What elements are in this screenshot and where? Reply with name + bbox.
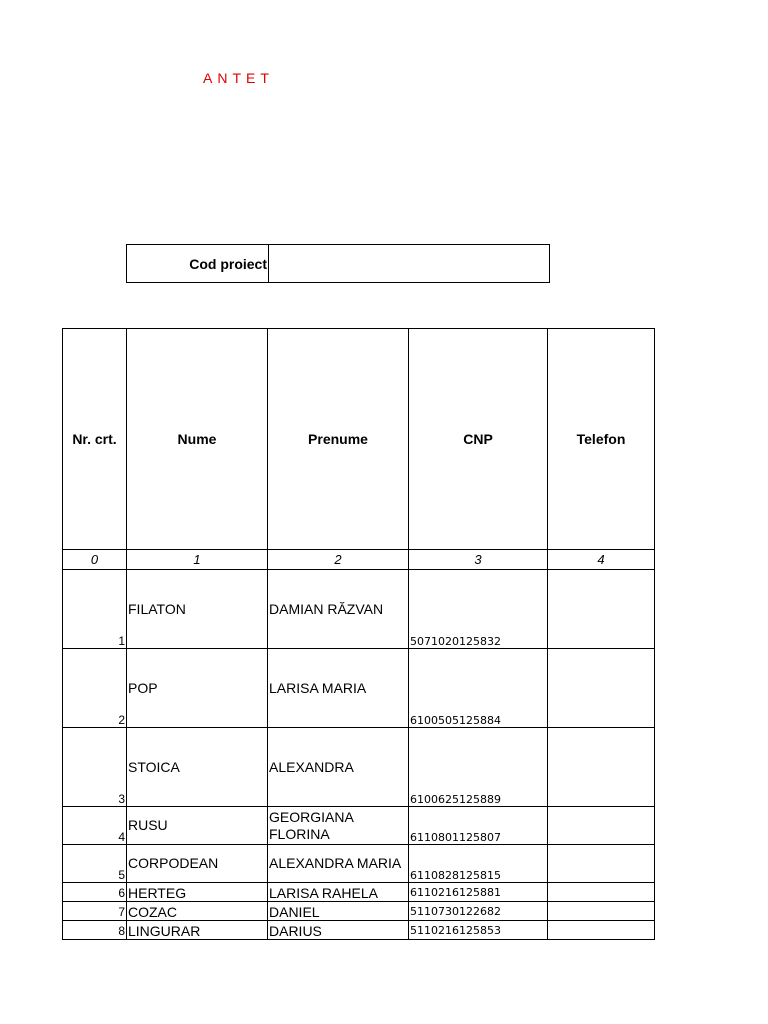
cnp-cell: 5071020125832 — [409, 570, 548, 649]
cnp-cell: 6110801125807 — [409, 807, 548, 845]
antet-heading: ANTET — [203, 70, 274, 86]
nume-cell: CORPODEAN — [127, 845, 268, 883]
index-cell: 0 — [63, 550, 127, 570]
nume-cell: HERTEG — [127, 883, 268, 902]
table-row — [63, 883, 655, 902]
header-row — [63, 329, 655, 550]
index-cell: 4 — [548, 550, 655, 570]
nr-cell: 4 — [63, 807, 127, 845]
table-row — [63, 845, 655, 883]
telefon-cell[interactable] — [548, 883, 655, 902]
cnp-cell: 6110828125815 — [409, 845, 548, 883]
nr-cell: 1 — [63, 570, 127, 649]
table-row — [63, 807, 655, 845]
prenume-cell: LARISA MARIA — [268, 649, 409, 728]
telefon-cell[interactable] — [548, 921, 655, 940]
telefon-cell[interactable] — [548, 845, 655, 883]
nr-cell: 5 — [63, 845, 127, 883]
cnp-cell: 6100625125889 — [409, 728, 548, 807]
telefon-cell[interactable] — [548, 807, 655, 845]
header-cnp: CNP — [409, 329, 548, 550]
nr-cell: 2 — [63, 649, 127, 728]
nume-cell: STOICA — [127, 728, 268, 807]
cod-proiect-table — [126, 244, 550, 283]
table-row — [63, 728, 655, 807]
nr-cell: 3 — [63, 728, 127, 807]
prenume-cell: ALEXANDRA MARIA — [268, 845, 409, 883]
index-cell: 3 — [409, 550, 548, 570]
table-row — [63, 921, 655, 940]
cnp-cell: 5110216125853 — [409, 921, 548, 940]
nume-cell: COZAC — [127, 902, 268, 921]
header-telefon: Telefon — [548, 329, 655, 550]
index-cell: 2 — [268, 550, 409, 570]
cod-proiect-value[interactable] — [269, 245, 550, 283]
participants-table — [62, 328, 655, 940]
index-row — [63, 550, 655, 570]
cnp-cell: 6100505125884 — [409, 649, 548, 728]
cod-proiect-label: Cod proiect — [127, 245, 269, 283]
telefon-cell[interactable] — [548, 902, 655, 921]
nume-cell: RUSU — [127, 807, 268, 845]
header-prenume: Prenume — [268, 329, 409, 550]
header-nume: Nume — [127, 329, 268, 550]
nume-cell: POP — [127, 649, 268, 728]
prenume-cell: DAMIAN RĂZVAN — [268, 570, 409, 649]
nr-cell: 8 — [63, 921, 127, 940]
prenume-cell: GEORGIANA FLORINA — [268, 807, 409, 845]
telefon-cell[interactable] — [548, 570, 655, 649]
telefon-cell[interactable] — [548, 649, 655, 728]
header-nr-crt: Nr. crt. — [63, 329, 127, 550]
prenume-cell: DANIEL — [268, 902, 409, 921]
nume-cell: LINGURAR — [127, 921, 268, 940]
table-row — [63, 902, 655, 921]
nr-cell: 6 — [63, 883, 127, 902]
cnp-cell: 5110730122682 — [409, 902, 548, 921]
table-row — [63, 649, 655, 728]
prenume-cell: ALEXANDRA — [268, 728, 409, 807]
telefon-cell[interactable] — [548, 728, 655, 807]
index-cell: 1 — [127, 550, 268, 570]
nr-cell: 7 — [63, 902, 127, 921]
prenume-cell: LARISA RAHELA — [268, 883, 409, 902]
table-row — [63, 570, 655, 649]
cnp-cell: 6110216125881 — [409, 883, 548, 902]
nume-cell: FILATON — [127, 570, 268, 649]
prenume-cell: DARIUS — [268, 921, 409, 940]
